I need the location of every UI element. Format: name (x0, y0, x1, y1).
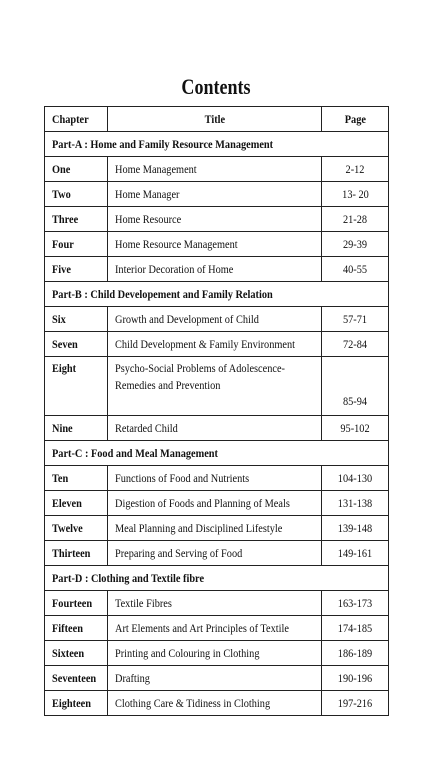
page-cell: 29-39 (322, 232, 389, 257)
title-cell: Growth and Development of Child (108, 307, 322, 332)
chapter-cell: Five (45, 257, 108, 282)
chapter-cell: Four (45, 232, 108, 257)
chapter-cell: Thirteen (45, 541, 108, 566)
title-cell: Textile Fibres (108, 591, 322, 616)
contents-table (44, 106, 389, 716)
table-row (45, 232, 389, 257)
title-cell: Home Resource (108, 207, 322, 232)
page-cell: 149-161 (322, 541, 389, 566)
part-heading-row (45, 566, 389, 591)
chapter-cell: Two (45, 182, 108, 207)
page-cell: 72-84 (322, 332, 389, 357)
table-row (45, 157, 389, 182)
chapter-cell: Fourteen (45, 591, 108, 616)
part-heading: Part-A : Home and Family Resource Management (45, 132, 389, 157)
page-cell: 57-71 (322, 307, 389, 332)
table-row (45, 616, 389, 641)
title-cell: Printing and Colouring in Clothing (108, 641, 322, 666)
chapter-cell: Eleven (45, 491, 108, 516)
page-cell: 104-130 (322, 466, 389, 491)
title-cell: Psycho-Social Problems of Adolescence- Remedies and Prevention (108, 357, 322, 416)
page-cell: 13- 20 (322, 182, 389, 207)
part-heading-row (45, 441, 389, 466)
chapter-cell: Six (45, 307, 108, 332)
table-row (45, 541, 389, 566)
chapter-cell: Sixteen (45, 641, 108, 666)
table-header-row (45, 107, 389, 132)
page-cell: 163-173 (322, 591, 389, 616)
chapter-cell: Nine (45, 416, 108, 441)
title-cell: Preparing and Serving of Food (108, 541, 322, 566)
title-cell: Home Resource Management (108, 232, 322, 257)
table-row (45, 691, 389, 716)
table-row (45, 591, 389, 616)
chapter-cell: Three (45, 207, 108, 232)
part-heading: Part-B : Child Developement and Family Relation (45, 282, 389, 307)
header-page: Page (322, 107, 389, 132)
chapter-cell: Eight (45, 357, 108, 416)
table-row (45, 666, 389, 691)
title-cell: Clothing Care & Tidiness in Clothing (108, 691, 322, 716)
title-cell: Home Management (108, 157, 322, 182)
page-cell: 186-189 (322, 641, 389, 666)
title-cell: Drafting (108, 666, 322, 691)
table-row (45, 307, 389, 332)
part-heading: Part-D : Clothing and Textile fibre (45, 566, 389, 591)
table-row (45, 416, 389, 441)
table-row (45, 332, 389, 357)
chapter-cell: One (45, 157, 108, 182)
page-cell: 139-148 (322, 516, 389, 541)
page-title: Contents (181, 74, 251, 99)
title-cell: Retarded Child (108, 416, 322, 441)
page-cell: 2-12 (322, 157, 389, 182)
chapter-cell: Twelve (45, 516, 108, 541)
chapter-cell: Eighteen (45, 691, 108, 716)
part-heading-row (45, 282, 389, 307)
page-cell: 40-55 (322, 257, 389, 282)
table-row (45, 357, 389, 416)
table-row (45, 257, 389, 282)
page-cell: 190-196 (322, 666, 389, 691)
table-row (45, 207, 389, 232)
page-cell: 21-28 (322, 207, 389, 232)
chapter-cell: Ten (45, 466, 108, 491)
header-chapter: Chapter (45, 107, 108, 132)
title-cell: Meal Planning and Disciplined Lifestyle (108, 516, 322, 541)
page-cell: 85-94 (322, 357, 389, 416)
table-row (45, 466, 389, 491)
header-title: Title (108, 107, 322, 132)
title-cell: Functions of Food and Nutrients (108, 466, 322, 491)
title-cell: Home Manager (108, 182, 322, 207)
table-row (45, 641, 389, 666)
part-heading: Part-C : Food and Meal Management (45, 441, 389, 466)
table-row (45, 491, 389, 516)
part-heading-row (45, 132, 389, 157)
title-cell: Digestion of Foods and Planning of Meals (108, 491, 322, 516)
chapter-cell: Seventeen (45, 666, 108, 691)
chapter-cell: Fifteen (45, 616, 108, 641)
chapter-cell: Seven (45, 332, 108, 357)
page-cell: 197-216 (322, 691, 389, 716)
table-row (45, 516, 389, 541)
page-cell: 95-102 (322, 416, 389, 441)
page-cell: 174-185 (322, 616, 389, 641)
table-row (45, 182, 389, 207)
title-cell: Child Development & Family Environment (108, 332, 322, 357)
title-cell: Art Elements and Art Principles of Textile (108, 616, 322, 641)
title-cell: Interior Decoration of Home (108, 257, 322, 282)
page-cell: 131-138 (322, 491, 389, 516)
